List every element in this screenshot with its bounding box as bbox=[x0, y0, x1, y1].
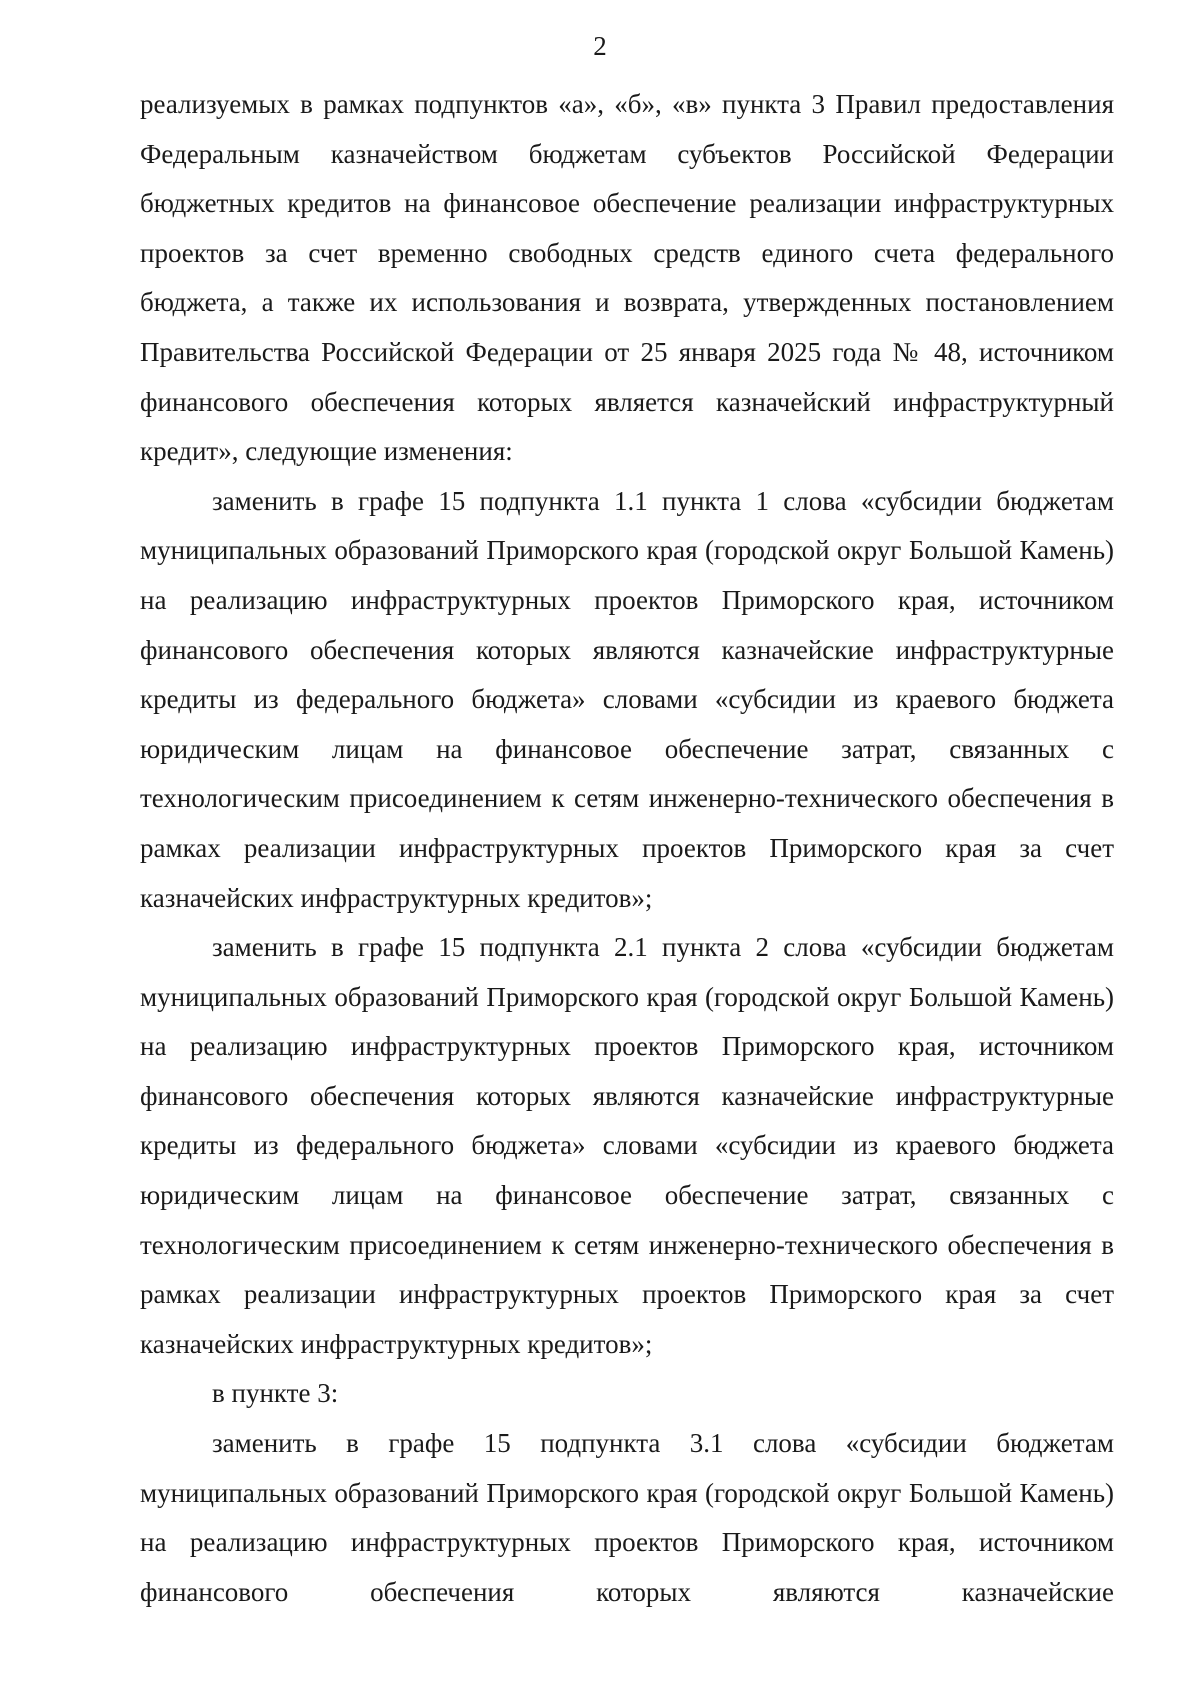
paragraph-amendment-1-1: заменить в графе 15 подпункта 1.1 пункта 1 слова «субсидии бюджетам муниципальных образований Приморского края (городской округ Большой Камень) на реализацию инфраструктурных проектов Приморского края, источником финансового обеспечения которых являются казначейские инфраструктурные кредиты из федерального бюджета» словами «субсидии из краевого бюджета юридическим лицам на финансовое обеспечение затрат, связанных с технологическим присоединением к сетям инженерно-технического обеспечения в рамках реализации инфраструктурных проектов Приморского края за счет казначейских инфраструктурных кредитов»; bbox=[140, 485, 1114, 913]
paragraph-amendment-2-1: заменить в графе 15 подпункта 2.1 пункта 2 слова «субсидии бюджетам муниципальных образований Приморского края (городской округ Большой Камень) на реализацию инфраструктурных проектов Приморского края, источником финансового обеспечения которых являются казначейские инфраструктурные кредиты из федерального бюджета» словами «субсидии из краевого бюджета юридическим лицам на финансовое обеспечение затрат, связанных с технологическим присоединением к сетям инженерно-технического обеспечения в рамках реализации инфраструктурных проектов Приморского края за счет казначейских инфраструктурных кредитов»; bbox=[140, 932, 1114, 1359]
paragraph-continuation: реализуемых в рамках подпунктов «а», «б», «в» пункта 3 Правил предоставления Федеральным казначейством бюджетам субъектов Российской Федерации бюджетных кредитов на финансовое обеспечение реализации инфраструктурных проектов за счет временно свободных средств единого счета федерального бюджета, а также их использования и возврата, утвержденных постановлением Правительства Российской Федерации от 25 января 2025 года № 48, источником финансового обеспечения которых является казначейский инфраструктурный кредит», следующие изменения: bbox=[140, 89, 1114, 467]
document-body bbox=[140, 80, 1114, 1617]
paragraph-point-3-heading: в пункте 3: bbox=[212, 1378, 339, 1409]
page-number: 2 bbox=[593, 31, 607, 61]
paragraph-amendment-3-1: заменить в графе 15 подпункта 3.1 слова «субсидии бюджетам муниципальных образований Приморского края (городской округ Большой Камень) на реализацию инфраструктурных проектов Приморского края, источником финансового обеспечения которых являются казначейские bbox=[140, 1428, 1114, 1607]
